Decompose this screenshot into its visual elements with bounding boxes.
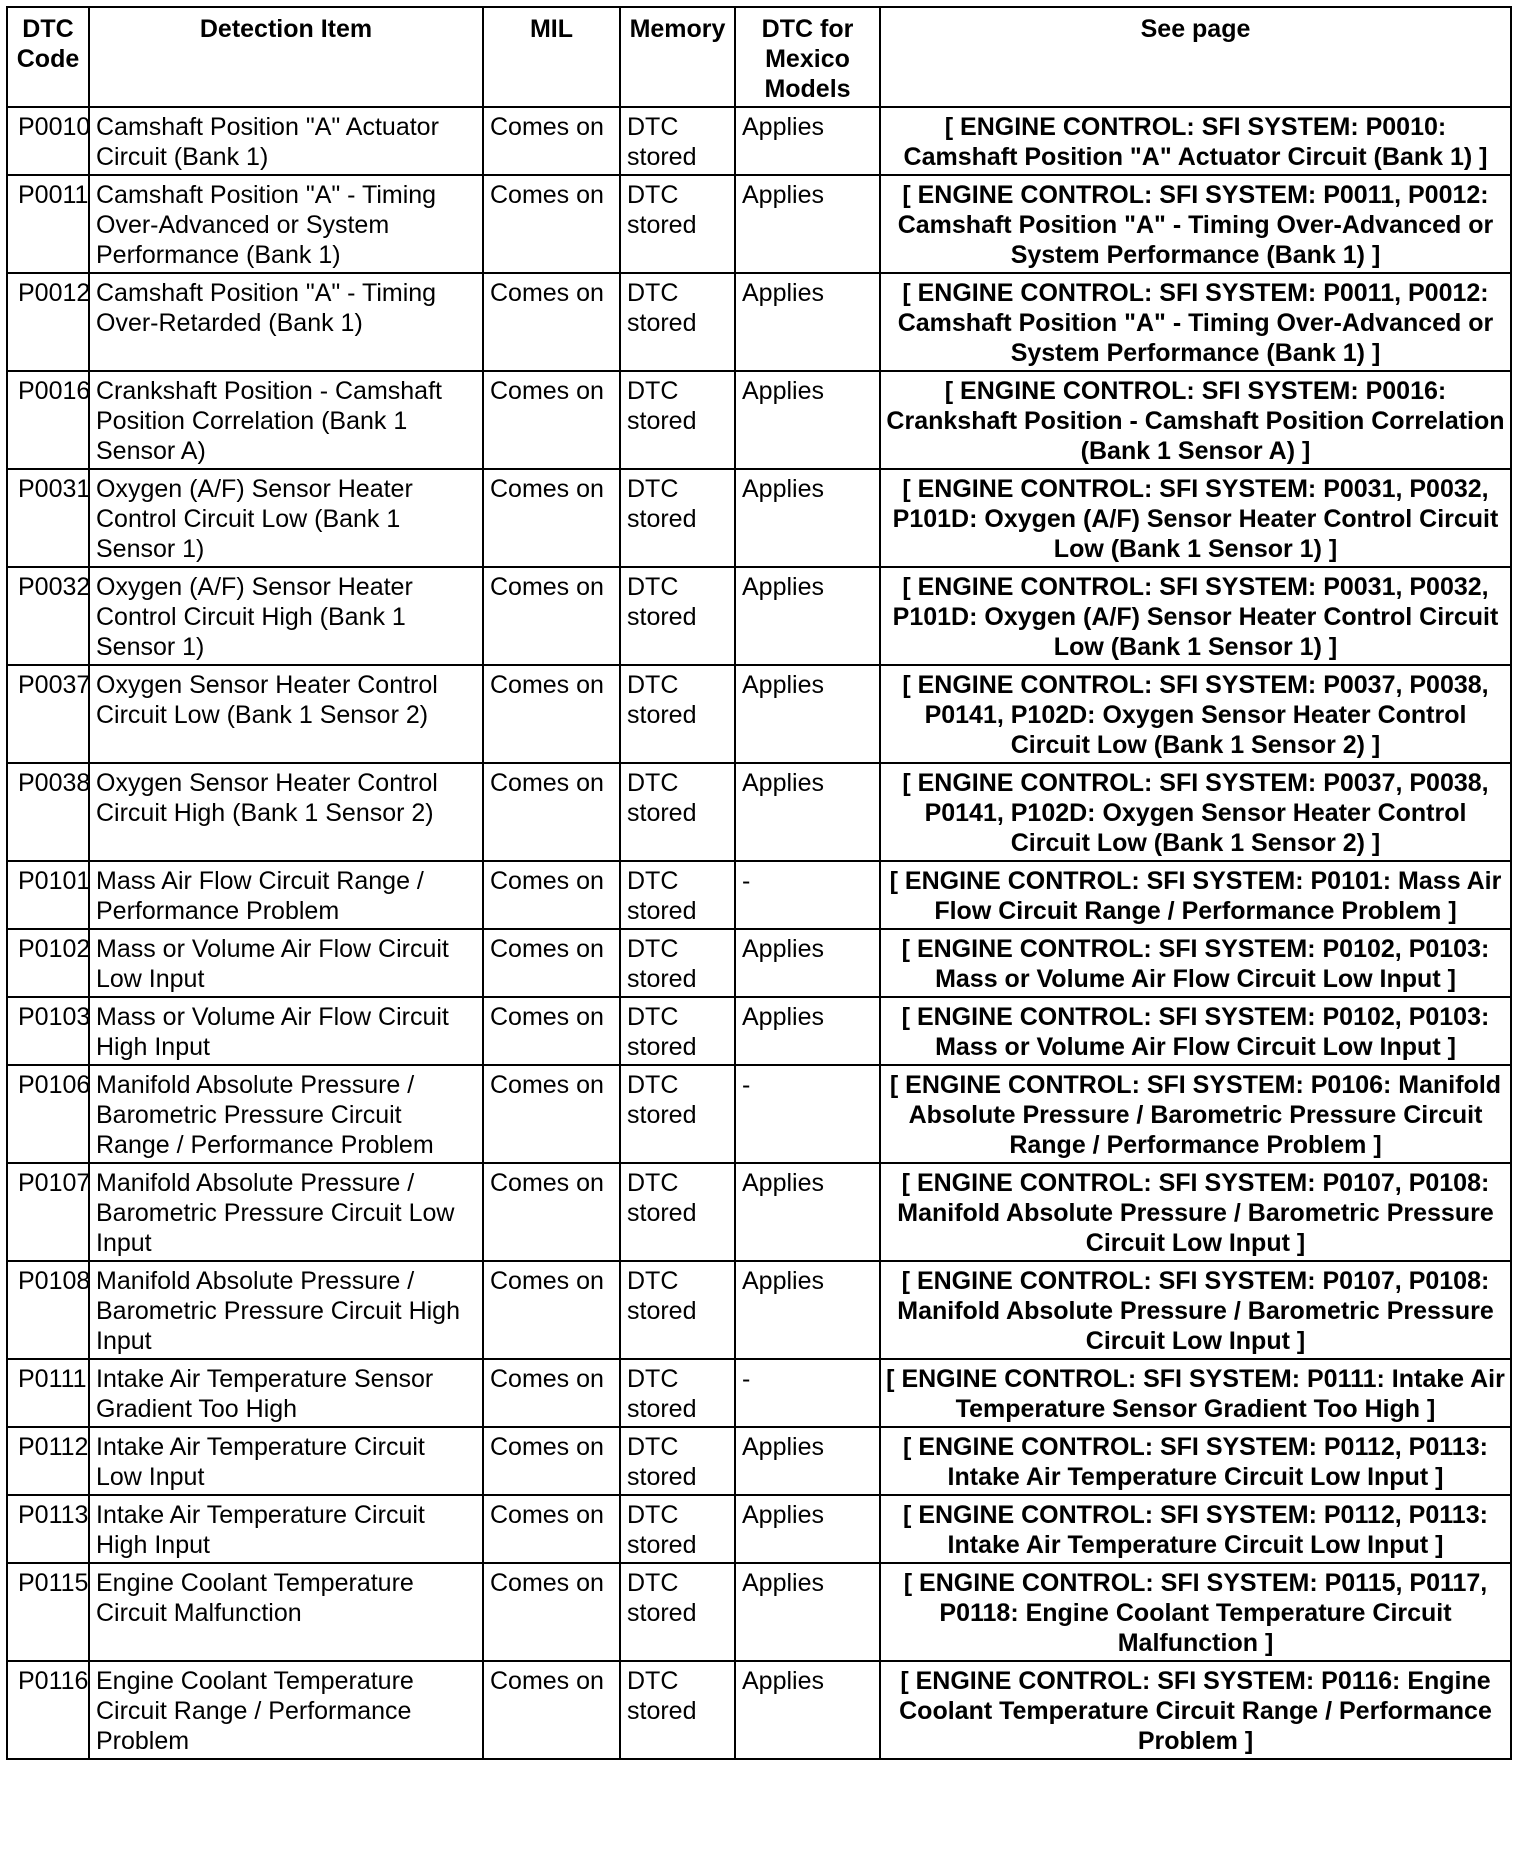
cell-memory: DTC stored bbox=[620, 107, 735, 175]
cell-see-page[interactable]: [ ENGINE CONTROL: SFI SYSTEM: P0111: Intake Air Temperature Sensor Gradient Too High ] bbox=[880, 1359, 1511, 1427]
header-memory: Memory bbox=[620, 7, 735, 107]
cell-detection-item: Oxygen Sensor Heater Control Circuit High (Bank 1 Sensor 2) bbox=[89, 763, 483, 861]
cell-mexico: Applies bbox=[735, 175, 880, 273]
cell-mil: Comes on bbox=[483, 997, 620, 1065]
cell-detection-item: Intake Air Temperature Circuit High Input bbox=[89, 1495, 483, 1563]
table-row bbox=[7, 665, 1511, 763]
cell-mil: Comes on bbox=[483, 1563, 620, 1661]
table-row bbox=[7, 1261, 1511, 1359]
table-row bbox=[7, 1661, 1511, 1759]
cell-detection-item: Manifold Absolute Pressure / Barometric Pressure Circuit Low Input bbox=[89, 1163, 483, 1261]
table-row bbox=[7, 469, 1511, 567]
cell-see-page[interactable]: [ ENGINE CONTROL: SFI SYSTEM: P0011, P0012: Camshaft Position "A" - Timing Over-Advanced or System Performance (Bank 1) ] bbox=[880, 175, 1511, 273]
cell-detection-item: Crankshaft Position - Camshaft Position Correlation (Bank 1 Sensor A) bbox=[89, 371, 483, 469]
cell-detection-item: Manifold Absolute Pressure / Barometric Pressure Circuit Range / Performance Problem bbox=[89, 1065, 483, 1163]
cell-dtc-code: P0010 bbox=[7, 107, 89, 175]
cell-detection-item: Oxygen Sensor Heater Control Circuit Low (Bank 1 Sensor 2) bbox=[89, 665, 483, 763]
table-row bbox=[7, 175, 1511, 273]
cell-memory: DTC stored bbox=[620, 1163, 735, 1261]
cell-memory: DTC stored bbox=[620, 1065, 735, 1163]
header-see-page: See page bbox=[880, 7, 1511, 107]
table-row bbox=[7, 1563, 1511, 1661]
cell-dtc-code: P0116 bbox=[7, 1661, 89, 1759]
cell-mil: Comes on bbox=[483, 1163, 620, 1261]
cell-see-page[interactable]: [ ENGINE CONTROL: SFI SYSTEM: P0107, P0108: Manifold Absolute Pressure / Barometric Pressure Circuit Low Input ] bbox=[880, 1261, 1511, 1359]
cell-dtc-code: P0016 bbox=[7, 371, 89, 469]
cell-detection-item: Oxygen (A/F) Sensor Heater Control Circuit High (Bank 1 Sensor 1) bbox=[89, 567, 483, 665]
header-mil: MIL bbox=[483, 7, 620, 107]
cell-dtc-code: P0111 bbox=[7, 1359, 89, 1427]
cell-memory: DTC stored bbox=[620, 273, 735, 371]
cell-dtc-code: P0032 bbox=[7, 567, 89, 665]
cell-dtc-code: P0115 bbox=[7, 1563, 89, 1661]
table-row bbox=[7, 567, 1511, 665]
cell-see-page[interactable]: [ ENGINE CONTROL: SFI SYSTEM: P0037, P0038, P0141, P102D: Oxygen Sensor Heater Control Circuit Low (Bank 1 Sensor 2) ] bbox=[880, 763, 1511, 861]
cell-mil: Comes on bbox=[483, 469, 620, 567]
cell-mexico: - bbox=[735, 861, 880, 929]
cell-detection-item: Mass or Volume Air Flow Circuit Low Input bbox=[89, 929, 483, 997]
table-row bbox=[7, 763, 1511, 861]
table-row bbox=[7, 273, 1511, 371]
header-dtc-mexico: DTC for Mexico Models bbox=[735, 7, 880, 107]
table-row bbox=[7, 1427, 1511, 1495]
cell-dtc-code: P0113 bbox=[7, 1495, 89, 1563]
table-row bbox=[7, 1359, 1511, 1427]
cell-memory: DTC stored bbox=[620, 1661, 735, 1759]
cell-detection-item: Intake Air Temperature Circuit Low Input bbox=[89, 1427, 483, 1495]
cell-mil: Comes on bbox=[483, 1495, 620, 1563]
header-row bbox=[7, 7, 1511, 107]
cell-detection-item: Camshaft Position "A" Actuator Circuit (Bank 1) bbox=[89, 107, 483, 175]
cell-memory: DTC stored bbox=[620, 1563, 735, 1661]
cell-mil: Comes on bbox=[483, 1359, 620, 1427]
cell-memory: DTC stored bbox=[620, 469, 735, 567]
cell-see-page[interactable]: [ ENGINE CONTROL: SFI SYSTEM: P0116: Engine Coolant Temperature Circuit Range / Performance Problem ] bbox=[880, 1661, 1511, 1759]
cell-mexico: - bbox=[735, 1065, 880, 1163]
cell-mil: Comes on bbox=[483, 371, 620, 469]
cell-detection-item: Camshaft Position "A" - Timing Over-Advanced or System Performance (Bank 1) bbox=[89, 175, 483, 273]
cell-memory: DTC stored bbox=[620, 929, 735, 997]
cell-mexico: Applies bbox=[735, 929, 880, 997]
cell-detection-item: Camshaft Position "A" - Timing Over-Retarded (Bank 1) bbox=[89, 273, 483, 371]
cell-dtc-code: P0107 bbox=[7, 1163, 89, 1261]
cell-memory: DTC stored bbox=[620, 763, 735, 861]
cell-see-page[interactable]: [ ENGINE CONTROL: SFI SYSTEM: P0106: Manifold Absolute Pressure / Barometric Pressure Circuit Range / Performance Problem ] bbox=[880, 1065, 1511, 1163]
cell-detection-item: Engine Coolant Temperature Circuit Malfunction bbox=[89, 1563, 483, 1661]
cell-mexico: - bbox=[735, 1359, 880, 1427]
cell-mil: Comes on bbox=[483, 1661, 620, 1759]
cell-memory: DTC stored bbox=[620, 175, 735, 273]
cell-mil: Comes on bbox=[483, 107, 620, 175]
cell-see-page[interactable]: [ ENGINE CONTROL: SFI SYSTEM: P0112, P0113: Intake Air Temperature Circuit Low Input ] bbox=[880, 1495, 1511, 1563]
cell-mexico: Applies bbox=[735, 567, 880, 665]
cell-mexico: Applies bbox=[735, 1163, 880, 1261]
cell-mexico: Applies bbox=[735, 1661, 880, 1759]
cell-mexico: Applies bbox=[735, 273, 880, 371]
cell-mexico: Applies bbox=[735, 371, 880, 469]
table-row bbox=[7, 997, 1511, 1065]
cell-dtc-code: P0037 bbox=[7, 665, 89, 763]
dtc-table bbox=[6, 6, 1512, 1760]
cell-memory: DTC stored bbox=[620, 1495, 735, 1563]
cell-dtc-code: P0108 bbox=[7, 1261, 89, 1359]
header-detection-item: Detection Item bbox=[89, 7, 483, 107]
cell-memory: DTC stored bbox=[620, 1359, 735, 1427]
cell-memory: DTC stored bbox=[620, 371, 735, 469]
header-dtc-code: DTC Code bbox=[7, 7, 89, 107]
cell-memory: DTC stored bbox=[620, 861, 735, 929]
cell-memory: DTC stored bbox=[620, 567, 735, 665]
cell-memory: DTC stored bbox=[620, 665, 735, 763]
cell-dtc-code: P0011 bbox=[7, 175, 89, 273]
cell-detection-item: Engine Coolant Temperature Circuit Range / Performance Problem bbox=[89, 1661, 483, 1759]
cell-detection-item: Mass or Volume Air Flow Circuit High Input bbox=[89, 997, 483, 1065]
cell-mexico: Applies bbox=[735, 1495, 880, 1563]
cell-see-page[interactable]: [ ENGINE CONTROL: SFI SYSTEM: P0102, P0103: Mass or Volume Air Flow Circuit Low Input ] bbox=[880, 997, 1511, 1065]
cell-mexico: Applies bbox=[735, 107, 880, 175]
table-row bbox=[7, 371, 1511, 469]
cell-mil: Comes on bbox=[483, 861, 620, 929]
cell-mexico: Applies bbox=[735, 1563, 880, 1661]
cell-see-page[interactable]: [ ENGINE CONTROL: SFI SYSTEM: P0107, P0108: Manifold Absolute Pressure / Barometric Pressure Circuit Low Input ] bbox=[880, 1163, 1511, 1261]
cell-see-page[interactable]: [ ENGINE CONTROL: SFI SYSTEM: P0010: Camshaft Position "A" Actuator Circuit (Bank 1) ] bbox=[880, 107, 1511, 175]
cell-mil: Comes on bbox=[483, 665, 620, 763]
cell-see-page[interactable]: [ ENGINE CONTROL: SFI SYSTEM: P0112, P0113: Intake Air Temperature Circuit Low Input ] bbox=[880, 1427, 1511, 1495]
cell-dtc-code: P0012 bbox=[7, 273, 89, 371]
cell-dtc-code: P0102 bbox=[7, 929, 89, 997]
cell-see-page[interactable]: [ ENGINE CONTROL: SFI SYSTEM: P0115, P0117, P0118: Engine Coolant Temperature Circuit Malfunction ] bbox=[880, 1563, 1511, 1661]
cell-see-page[interactable]: [ ENGINE CONTROL: SFI SYSTEM: P0031, P0032, P101D: Oxygen (A/F) Sensor Heater Control Circuit Low (Bank 1 Sensor 1) ] bbox=[880, 469, 1511, 567]
cell-dtc-code: P0031 bbox=[7, 469, 89, 567]
cell-mexico: Applies bbox=[735, 469, 880, 567]
cell-memory: DTC stored bbox=[620, 1427, 735, 1495]
cell-mexico: Applies bbox=[735, 1427, 880, 1495]
cell-mexico: Applies bbox=[735, 665, 880, 763]
cell-mil: Comes on bbox=[483, 763, 620, 861]
cell-dtc-code: P0106 bbox=[7, 1065, 89, 1163]
cell-memory: DTC stored bbox=[620, 1261, 735, 1359]
cell-mil: Comes on bbox=[483, 1427, 620, 1495]
table-row bbox=[7, 1163, 1511, 1261]
cell-dtc-code: P0103 bbox=[7, 997, 89, 1065]
cell-detection-item: Oxygen (A/F) Sensor Heater Control Circuit Low (Bank 1 Sensor 1) bbox=[89, 469, 483, 567]
table-row bbox=[7, 861, 1511, 929]
cell-mil: Comes on bbox=[483, 1065, 620, 1163]
table-row bbox=[7, 1495, 1511, 1563]
cell-memory: DTC stored bbox=[620, 997, 735, 1065]
cell-see-page[interactable]: [ ENGINE CONTROL: SFI SYSTEM: P0102, P0103: Mass or Volume Air Flow Circuit Low Input ] bbox=[880, 929, 1511, 997]
table-row bbox=[7, 1065, 1511, 1163]
cell-detection-item: Manifold Absolute Pressure / Barometric Pressure Circuit High Input bbox=[89, 1261, 483, 1359]
cell-mil: Comes on bbox=[483, 567, 620, 665]
cell-dtc-code: P0112 bbox=[7, 1427, 89, 1495]
cell-mil: Comes on bbox=[483, 175, 620, 273]
cell-mil: Comes on bbox=[483, 929, 620, 997]
cell-see-page[interactable]: [ ENGINE CONTROL: SFI SYSTEM: P0011, P0012: Camshaft Position "A" - Timing Over-Advanced or System Performance (Bank 1) ] bbox=[880, 273, 1511, 371]
table-row bbox=[7, 929, 1511, 997]
cell-see-page[interactable]: [ ENGINE CONTROL: SFI SYSTEM: P0037, P0038, P0141, P102D: Oxygen Sensor Heater Control Circuit Low (Bank 1 Sensor 2) ] bbox=[880, 665, 1511, 763]
cell-mil: Comes on bbox=[483, 273, 620, 371]
cell-mexico: Applies bbox=[735, 1261, 880, 1359]
cell-see-page[interactable]: [ ENGINE CONTROL: SFI SYSTEM: P0031, P0032, P101D: Oxygen (A/F) Sensor Heater Control Circuit Low (Bank 1 Sensor 1) ] bbox=[880, 567, 1511, 665]
cell-see-page[interactable]: [ ENGINE CONTROL: SFI SYSTEM: P0016: Crankshaft Position - Camshaft Position Correlation (Bank 1 Sensor A) ] bbox=[880, 371, 1511, 469]
cell-mexico: Applies bbox=[735, 997, 880, 1065]
cell-mil: Comes on bbox=[483, 1261, 620, 1359]
cell-detection-item: Intake Air Temperature Sensor Gradient Too High bbox=[89, 1359, 483, 1427]
cell-see-page[interactable]: [ ENGINE CONTROL: SFI SYSTEM: P0101: Mass Air Flow Circuit Range / Performance Problem ] bbox=[880, 861, 1511, 929]
cell-dtc-code: P0101 bbox=[7, 861, 89, 929]
cell-mexico: Applies bbox=[735, 763, 880, 861]
table-row bbox=[7, 107, 1511, 175]
cell-dtc-code: P0038 bbox=[7, 763, 89, 861]
cell-detection-item: Mass Air Flow Circuit Range / Performance Problem bbox=[89, 861, 483, 929]
